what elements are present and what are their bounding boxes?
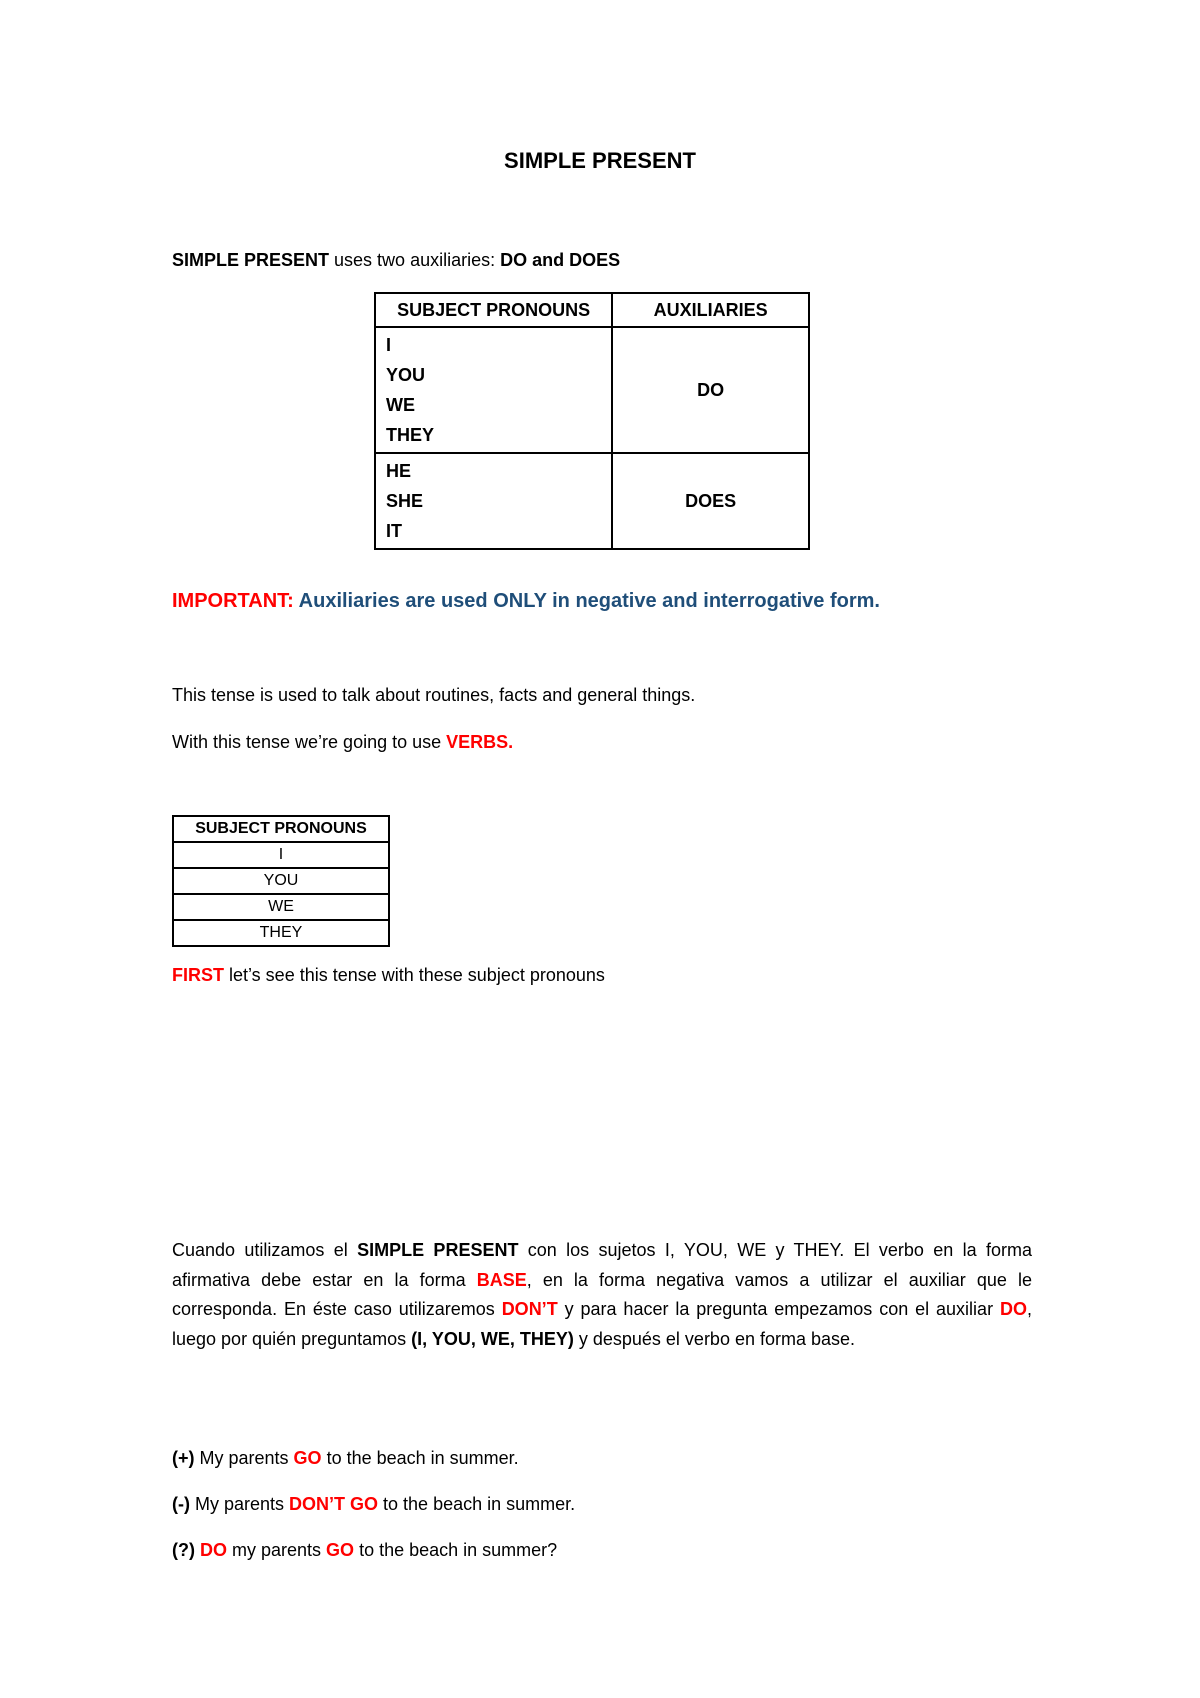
intro-mid: uses two auxiliaries:	[329, 250, 501, 270]
pronoun-cell	[375, 327, 612, 453]
para-bold: (I, YOU, WE, THEY)	[411, 1328, 574, 1349]
para-highlight: DO	[999, 1299, 1027, 1319]
spanish-explanation	[172, 1236, 1032, 1354]
header-subject-pronouns: SUBJECT PRONOUNS	[375, 293, 612, 327]
intro-line	[172, 250, 620, 271]
pronoun-cell: I	[173, 842, 389, 868]
para-text: y para hacer la pregunta empezamos con el auxiliar	[557, 1299, 1000, 1319]
table-row	[173, 894, 389, 920]
pronoun: I	[386, 335, 392, 355]
first-text: let’s see this tense with these subject pronouns	[224, 965, 605, 985]
auxiliaries-table	[374, 292, 810, 550]
subject-pronouns-table	[172, 815, 390, 947]
intro-does: DOES	[569, 250, 621, 270]
para-text: , luego por quién preguntamos	[172, 1299, 1032, 1349]
para-highlight: DON’T	[501, 1299, 558, 1319]
example-text: to the beach in summer.	[321, 1448, 519, 1468]
usage-line: This tense is used to talk about routines, facts and general things.	[172, 685, 696, 705]
auxiliary-cell: DOES	[612, 453, 809, 549]
example-verb: GO	[293, 1448, 322, 1468]
header-subject-pronouns: SUBJECT PRONOUNS	[173, 816, 389, 842]
page-title: SIMPLE PRESENT	[504, 148, 696, 173]
first-line	[172, 965, 605, 986]
pronoun: THEY	[386, 425, 435, 445]
important-label: IMPORTANT:	[172, 590, 294, 612]
pronoun: SHE	[386, 491, 424, 511]
auxiliary-cell: DO	[612, 327, 809, 453]
pronoun: HE	[386, 461, 412, 481]
intro-and: and	[527, 250, 570, 270]
header-auxiliaries: AUXILIARIES	[612, 293, 809, 327]
para-text: y después el verbo en forma base.	[573, 1328, 856, 1349]
example-text: My parents	[194, 1448, 294, 1468]
para-text: con los sujetos I, YOU, WE y THEY. El verbo en la forma afirmativa debe estar en la forma	[172, 1240, 1032, 1290]
table-row	[173, 868, 389, 894]
example-sign: (-)	[172, 1494, 190, 1514]
example-verb: DON’T GO	[289, 1494, 379, 1514]
pronoun-cell: WE	[173, 894, 389, 920]
important-text: Auxiliaries are used ONLY in negative and interrogative form.	[293, 590, 880, 612]
para-text: Cuando utilizamos el	[172, 1240, 358, 1260]
verbs-text: With this tense we’re going to use	[172, 732, 447, 752]
intro-bold: SIMPLE PRESENT	[172, 250, 330, 270]
example-verb: GO	[326, 1540, 355, 1560]
pronoun: WE	[386, 395, 415, 415]
example-text: to the beach in summer?	[354, 1540, 558, 1560]
table-row	[375, 327, 809, 453]
table-header-row	[375, 293, 809, 327]
table-row	[173, 842, 389, 868]
example-text: My parents	[189, 1494, 290, 1514]
verbs-highlight: VERBS.	[446, 732, 514, 752]
pronoun: YOU	[386, 365, 426, 385]
pronoun-cell	[375, 453, 612, 549]
example-text: my parents	[227, 1540, 327, 1560]
example-affirmative	[172, 1448, 519, 1469]
table-row	[173, 920, 389, 946]
example-text: to the beach in summer.	[378, 1494, 576, 1514]
verbs-line	[172, 732, 513, 753]
example-aux: DO	[200, 1540, 227, 1560]
pronoun-cell: THEY	[173, 920, 389, 946]
intro-do: DO	[500, 250, 528, 270]
table-row	[375, 453, 809, 549]
table-header-row	[173, 816, 389, 842]
pronoun: IT	[386, 521, 402, 541]
important-note	[172, 590, 880, 613]
example-sign: (?)	[172, 1540, 195, 1560]
para-text: , en la forma negativa vamos a utilizar el auxiliar que le corresponda. En éste caso utilizaremos	[172, 1269, 1032, 1319]
para-highlight: BASE	[476, 1269, 527, 1290]
para-bold: SIMPLE PRESENT	[357, 1240, 519, 1260]
example-sign: (+)	[172, 1448, 195, 1468]
pronoun-cell: YOU	[173, 868, 389, 894]
example-interrogative	[172, 1540, 557, 1561]
example-negative	[172, 1494, 575, 1515]
first-highlight: FIRST	[172, 965, 224, 985]
